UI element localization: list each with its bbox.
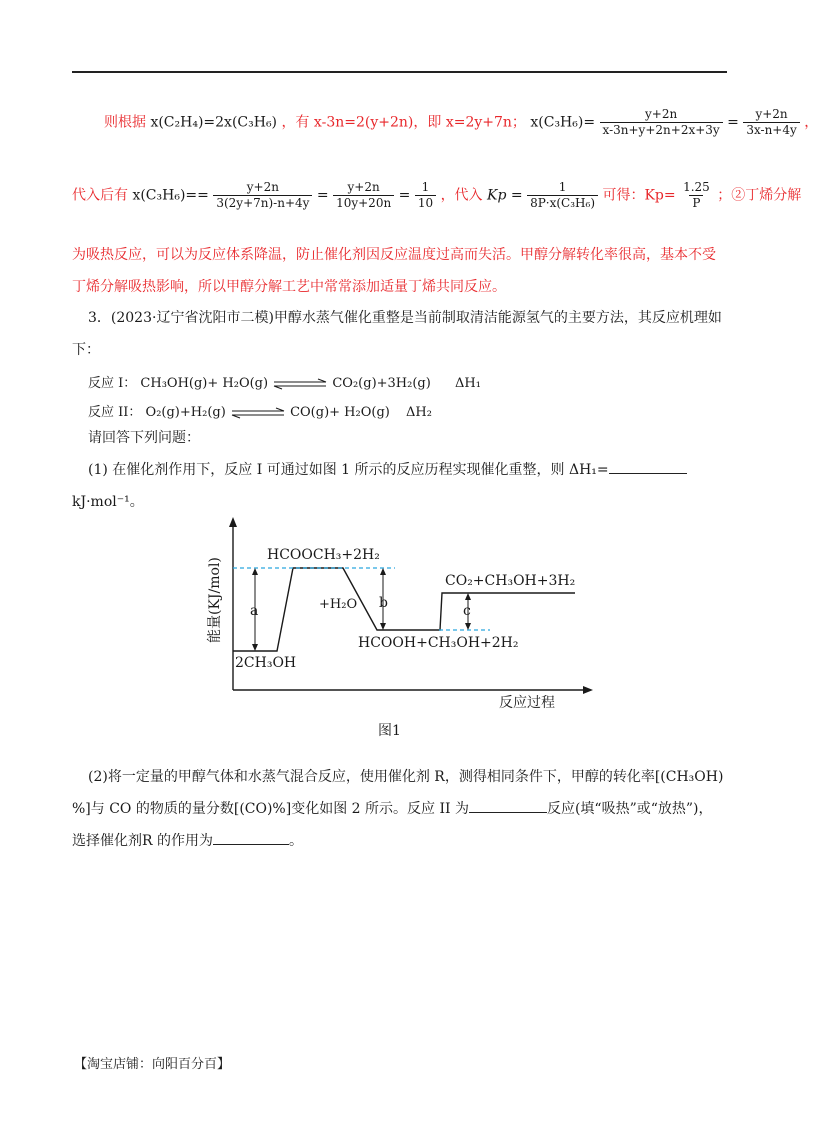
part-2-text-a: %]与 CO 的物质的量分数[(CO)%]变化如图 2 所示。反应 II 为: [72, 801, 469, 817]
y-axis-arrow-icon: [229, 517, 237, 527]
solution-substitute-prefix: 代入后有: [72, 187, 128, 204]
reaction-2-reactants: O₂(g)+H₂(g): [145, 405, 226, 420]
equilibrium-arrow-icon: [272, 378, 328, 390]
state-start-label: 2CH₃OH: [235, 655, 297, 671]
fraction-7: [680, 180, 713, 211]
fraction-3: [213, 180, 312, 211]
fraction-6-denominator: 8P·x(C₃H₆): [527, 195, 598, 211]
solution-line-3: 为吸热反应，可以为反应体系降温，防止催化剂因反应温度过高而失活。甲醇分解转化率很高，基本不受: [72, 247, 716, 263]
figure-1-caption: 图1: [378, 723, 401, 739]
y-axis-label: 能量(KJ/mol): [207, 557, 223, 643]
x-axis-arrow-icon: [583, 686, 593, 694]
reaction-1: [88, 372, 481, 391]
gap-b-label: b: [379, 595, 388, 611]
part-2-line-1: (2)将一定量的甲醇气体和水蒸气混合反应，使用催化剂 R，测得相同条件下，甲醇的转化率[(CH₃OH): [88, 769, 724, 785]
part-2-text-c: 选择催化剂R 的作用为: [72, 833, 213, 849]
state-end-label: CO₂+CH₃OH+3H₂: [445, 573, 576, 589]
solution-ratio-equation: x(C₂H₄)=2x(C₃H₆): [150, 114, 278, 131]
reaction-1-reactants: CH₃OH(g)+ H₂O(g): [140, 376, 269, 391]
fraction-2-numerator: y+2n: [755, 107, 788, 121]
fraction-7-denominator: P: [689, 195, 703, 211]
reaction-2-products: CO(g)+ H₂O(g): [290, 405, 390, 420]
gap-a-arrow-up-icon: [252, 568, 258, 575]
answer-blank-dh1[interactable]: [609, 459, 687, 474]
state-middle-label: HCOOH+CH₃OH+2H₂: [358, 635, 519, 651]
fraction-4: [333, 180, 394, 211]
reaction-1-products: CO₂(g)+3H₂(g): [332, 376, 431, 391]
question-intro-line-2: 下：: [72, 342, 100, 358]
water-added-label: +H₂O: [319, 597, 358, 612]
part-1-line-2: kJ·mol⁻¹。: [72, 494, 144, 510]
fraction-1: [600, 107, 723, 138]
fraction-6: [527, 180, 598, 211]
part-1-text: (1) 在催化剂作用下，反应 I 可通过如图 1 所示的反应历程实现催化重整，则 ΔH₁=: [88, 462, 609, 478]
x-axis-label: 反应过程: [499, 695, 555, 711]
reaction-2-label: 反应 II：: [88, 405, 142, 420]
fraction-5: [415, 180, 436, 211]
solution-line-4: 丁烯分解吸热影响，所以甲醇分解工艺中常常添加适量丁烯共同反应。: [72, 279, 506, 295]
solution-prefix: 则根据: [104, 114, 146, 131]
kp-label: Kp =: [487, 187, 523, 204]
answer-blank-catalyst-role[interactable]: [213, 830, 289, 845]
solution-substitute: ，代入: [440, 187, 483, 204]
fraction-5-denominator: 10: [415, 195, 436, 211]
question-intro-line-1: 3．(2023·辽宁省沈阳市二模)甲醇水蒸气催化重整是当前制取清洁能源氢气的主要方法，其反应机理如: [88, 310, 722, 326]
part-2-text-b: 反应(填“吸热”或“放热”)，: [546, 801, 713, 817]
solution-derivation: ，有 x-3n=2(y+2n)，即 x=2y+7n；: [281, 114, 526, 131]
solution-x-c3h6: x(C₃H₆)=: [530, 114, 596, 131]
part-2-line-3: [72, 826, 732, 856]
state-peak-label: HCOOCH₃+2H₂: [267, 547, 380, 563]
figure-1-energy-diagram: [195, 515, 595, 745]
fraction-1-denominator: x-3n+y+2n+2x+3y: [600, 122, 723, 138]
solution-x-c3h6-2: x(C₃H₆)==: [132, 187, 209, 204]
fraction-6-numerator: 1: [558, 180, 567, 194]
reaction-2-enthalpy: ΔH₂: [406, 405, 432, 420]
gap-c-label: c: [463, 603, 471, 619]
reaction-2: [88, 401, 432, 420]
gap-b-arrow-down-icon: [380, 623, 386, 630]
gap-a-arrow-down-icon: [252, 644, 258, 651]
reaction-1-enthalpy: ΔH₁: [454, 376, 481, 391]
part-2-line-2: [72, 794, 732, 824]
equilibrium-arrow-icon: [230, 407, 286, 419]
solution-result: 可得：Kp=: [602, 187, 676, 204]
question-prompt: 请回答下列问题：: [88, 430, 200, 446]
fraction-5-numerator: 1: [421, 180, 430, 194]
gap-c-arrow-down-icon: [465, 623, 471, 630]
fraction-7-numerator: 1.25: [683, 180, 710, 194]
part-1-line-1: [88, 455, 748, 485]
fraction-2: [743, 107, 799, 138]
solution-line-1: 则根据 x(C₂H₄)=2x(C₃H₆) ，有 x-3n=2(y+2n)，即 x=2y+7n； x(C₃H₆)= $\frac{y+2n}{x-3n+y+2n+2x+3y}$ = $\frac{y+2n}{3x-n+4y}$ ，: [104, 107, 818, 137]
solution-comma: ，: [804, 114, 818, 131]
shop-footer: 【淘宝店铺：向阳百分百】: [74, 1057, 231, 1072]
solution-tail: ；②丁烯分解: [717, 187, 802, 204]
gap-a-label: a: [250, 603, 259, 619]
gap-c-arrow-up-icon: [465, 593, 471, 600]
fraction-3-numerator: y+2n: [246, 180, 279, 194]
fraction-3-denominator: 3(2y+7n)-n+4y: [213, 195, 312, 211]
part-2-period: 。: [289, 833, 303, 849]
answer-blank-reaction-type[interactable]: [469, 798, 547, 813]
gap-b-arrow-up-icon: [380, 568, 386, 575]
reaction-1-label: 反应 I：: [88, 376, 137, 391]
fraction-4-denominator: 10y+20n: [333, 195, 394, 211]
fraction-4-numerator: y+2n: [347, 180, 380, 194]
header-rule: [72, 71, 727, 73]
fraction-1-numerator: y+2n: [645, 107, 678, 121]
solution-line-2: 代入后有 x(C₃H₆)== $\frac{y+2n}{3(2y+7n)-n+4y}$ = $\frac{y+2n}{10y+20n}$ = $\frac{1}{10}$ ，代入 Kp = $\frac{1}{\text{8P·x(C₃H₆)}}$ 可得：Kp= $\frac{1.25}{P}$ ；②丁烯分解: [72, 180, 802, 210]
fraction-2-denominator: 3x-n+4y: [743, 122, 799, 138]
